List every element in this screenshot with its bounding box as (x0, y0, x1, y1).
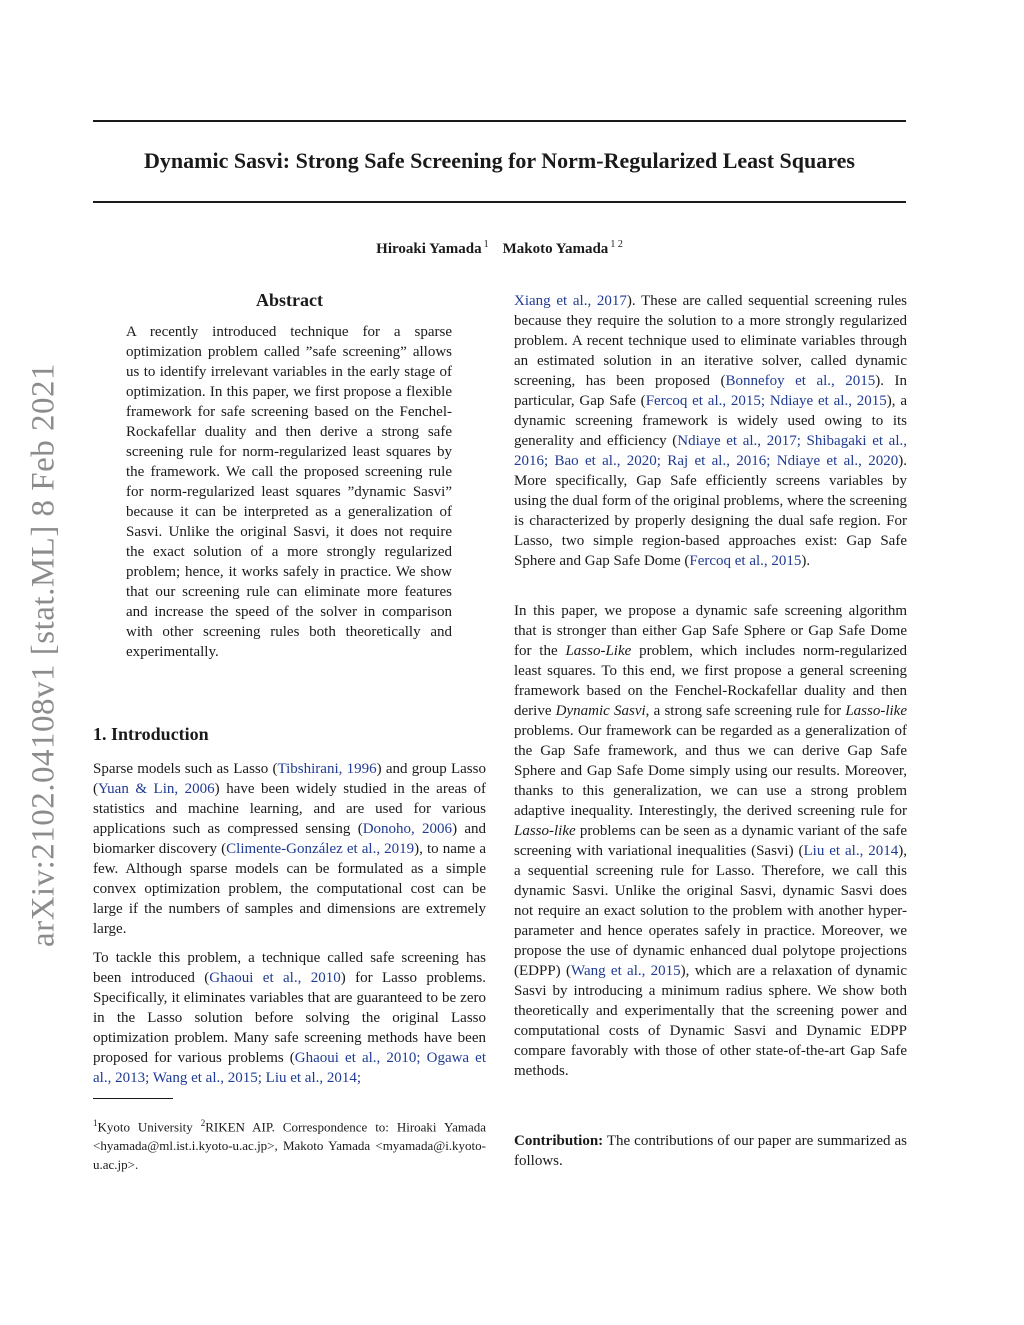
paragraph: Xiang et al., 2017). These are called sequential screening rules because they require the solution to a more strongly regularized problem. A recent technique used to eliminate variables through an estimated solution in an iterative solver, called dynamic screening, has been proposed (Bonnefoy et al., 2015). In particular, Gap Safe (Fercoq et al., 2015; Ndiaye et al., 2015), a dynamic screening framework is widely used owing to its generality and efficiency (Ndiaye et al., 2017; Shibagaki et al., 2016; Bao et al., 2020; Raj et al., 2016; Ndiaye et al., 2020). More specifically, Gap Safe efficiently screens variables by using the dual form of the original problems, where the screening is characterized by properly designing the dual safe region. For Lasso, two simple region-based approaches exist: Gap Safe Sphere and Gap Safe Dome (Fercoq et al., 2015). (514, 293, 908, 569)
citation-link[interactable]: Fercoq et al., 2015; Ndiaye et al., 2015 (645, 393, 887, 409)
author-list (93, 234, 906, 260)
citation-link[interactable]: Wang et al., 2015 (570, 963, 681, 979)
paragraph: Contribution: The contributions of our paper are summarized as follows. (514, 1133, 907, 1169)
citation-link[interactable]: Ghaoui et al., 2010; Ogawa et al., 2013; Wang et al., 2015; Liu et al., 2014; (93, 1050, 486, 1086)
citation-link[interactable]: Donoho, 2006 (362, 821, 453, 837)
author-affiliation: 1 (483, 239, 489, 250)
author-name: Makoto Yamada (502, 241, 609, 257)
author-affiliation: 1 2 (610, 239, 623, 250)
title-top-rule (93, 120, 906, 122)
footnote-rule (93, 1098, 173, 1099)
section-heading: 1. Introduction (93, 724, 209, 744)
abstract-text: A recently introduced technique for a sparse optimization problem called ”safe screening” allows us to identify irrelevant variables in the early stage of optimization. In this paper, we first propose a flexible framework for safe screening based on the Fenchel-Rockafellar duality and then derive a strong safe screening rule for norm-regularized least squares by the framework. We call the proposed screening rule for norm-regularized least squares ”dynamic Sasvi” because it can be interpreted as a generalization of Sasvi. Unlike the original Sasvi, it does not require the exact solution of a more strongly regularized problem; hence, it works safely in practice. We show that our screening rule can eliminate more features and increase the speed of the solver in comparison with other screening rules both theoretically and experimentally. (126, 324, 452, 660)
arxiv-identifier: arXiv:2102.04108v1 [stat.ML] 8 Feb 2021 (25, 362, 62, 948)
citation-link[interactable]: Tibshirani, 1996 (277, 761, 377, 777)
citation-link[interactable]: Yuan & Lin, 2006 (98, 781, 215, 797)
paragraph: To tackle this problem, a technique called safe screening has been introduced (Ghaoui et al., 2010) for Lasso problems. Specifically, it eliminates variables that are guaranteed to be zero in the Lasso solution before solving the original Lasso optimization problem. Many safe screening methods have been proposed for various problems (Ghaoui et al., 2010; Ogawa et al., 2013; Wang et al., 2015; Liu et al., 2014; (93, 950, 486, 1086)
paragraph: Sparse models such as Lasso (Tibshirani, 1996) and group Lasso (Yuan & Lin, 2006) have been widely studied in the areas of statistics and machine learning, and are used for various applications such as compressed sensing (Donoho, 2006) and biomarker discovery (Climente-González et al., 2019), to name a few. Although sparse models can be formulated as a simple convex optimization problem, the computational cost can be large if the numbers of samples and dimensions are extremely large. (93, 761, 486, 937)
title-bottom-rule (93, 201, 906, 203)
contribution-label: Contribution: (514, 1133, 604, 1149)
citation-link[interactable]: Ghaoui et al., 2010 (209, 970, 341, 986)
arxiv-sidebar (14, 362, 74, 948)
paper-title: Dynamic Sasvi: Strong Safe Screening for Norm-Regularized Least Squares (144, 148, 855, 173)
footnote: $^1$Kyoto University $^2$RIKEN AIP. Correspondence to: Hiroaki Yamada <hyamada@ml.ist.i.kyoto-u.ac.jp>, Makoto Yamada <myamada@i.kyoto-u.ac.jp>. (93, 1118, 486, 1173)
citation-link[interactable]: Bonnefoy et al., 2015 (725, 373, 876, 389)
author-name: Hiroaki Yamada (376, 241, 482, 257)
citation-link[interactable]: Liu et al., 2014 (803, 843, 899, 859)
citation-link[interactable]: Xiang et al., 2017 (514, 293, 627, 309)
paragraph: In this paper, we propose a dynamic safe screening algorithm that is stronger than either Gap Safe Sphere or Gap Safe Dome for the Lasso-Like problem, which includes norm-regularized least squares. To this end, we first propose a general screening framework based on the Fenchel-Rockafellar duality and then derive Dynamic Sasvi, a strong safe screening rule for Lasso-like problems. Our framework can be regarded as a generalization of the Gap Safe framework, and thus we can derive Gap Safe Sphere and Gap Safe Dome simply using our results. Moreover, thanks to this generalization, we can use a strong problem adaptive inequality. Interestingly, the derived screening rule for Lasso-like problems can be seen as a dynamic variant of the safe screening with variational inequalities (Sasvi) (Liu et al., 2014), a sequential screening rule for Lasso. Therefore, we call this dynamic Sasvi. Unlike the original Sasvi, dynamic Sasvi does not require an exact solution to the problem with another hyper-parameter and hence operates safely in practice. Moreover, we propose the use of dynamic enhanced dual polytope projections (EDPP) (Wang et al., 2015), which are a relaxation of dynamic Sasvi by introducing a minimum radius sphere. We show both theoretically and experimentally that the screening power and computational costs of Dynamic Sasvi and Dynamic EDPP compare favorably with those of other state-of-the-art Gap Safe methods. (514, 603, 907, 1079)
abstract-heading: Abstract (256, 290, 323, 310)
citation-link[interactable]: Ndiaye et al., 2017; Shibagaki et al., 2016; Bao et al., 2020; Raj et al., 2016; Ndiaye et al., 2020 (514, 433, 907, 469)
citation-link[interactable]: Fercoq et al., 2015 (689, 553, 802, 569)
citation-link[interactable]: Climente-González et al., 2019 (226, 841, 415, 857)
